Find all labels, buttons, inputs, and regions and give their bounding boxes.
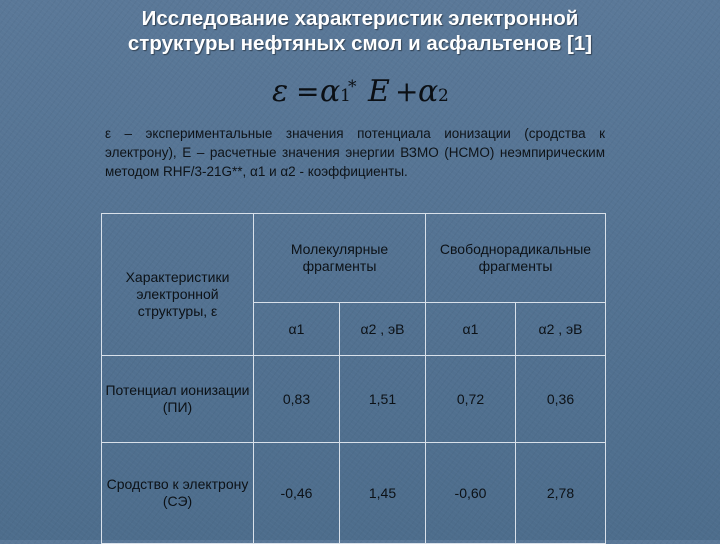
table-row [102,356,606,443]
formula-e: E [368,74,390,109]
table-cell: 0,72 [426,356,516,443]
formula-subscript-1: 1 [340,86,351,106]
data-table [101,213,606,544]
slide-title [0,6,720,56]
molecular-fragments-header: Молекулярные фрагменты [254,214,426,303]
characteristics-header: Характеристики электронной структуры, ε [102,214,254,356]
formula-equals: = [296,75,320,108]
formula-plus: + [395,75,419,108]
slide-title-line-2: структуры нефтяных смол и асфальтенов [1] [127,32,593,55]
table-cell: 1,51 [340,356,426,443]
formula-alpha-1: α [320,74,341,109]
formula-subscript-2: 2 [438,86,449,106]
row-label-electron-affinity: Сродство к электрону (СЭ) [102,443,254,544]
subheader-radical-alpha2: α2 , эВ [516,303,606,356]
formula-description: ε – экспериментальные значения потенциала ионизации (сродства к электрону), Е – расчетные значения энергии ВЗМО (НСМО) неэмпирическим методом RHF/3-21G**, α1 и α2 - коэффициенты. [105,126,605,179]
table-row [102,443,606,544]
slide-title-line-1: Исследование характеристик электронной [141,7,579,30]
table-header-row [102,214,606,303]
subheader-molecular-alpha1: α1 [254,303,340,356]
formula [270,72,470,112]
formula-alpha-2: α [418,74,439,109]
row-label-ionization-potential: Потенциал ионизации (ПИ) [102,356,254,443]
table-cell: 2,78 [516,443,606,544]
table-cell: 1,45 [340,443,426,544]
free-radical-fragments-header: Свободнорадикальные фрагменты [426,214,606,303]
subheader-molecular-alpha2: α2 , эВ [340,303,426,356]
subheader-radical-alpha1: α1 [426,303,516,356]
table-cell: -0,60 [426,443,516,544]
formula-star: * [348,77,357,97]
table-cell: -0,46 [254,443,340,544]
table-cell: 0,36 [516,356,606,443]
formula-epsilon: ε [272,74,289,109]
table-cell: 0,83 [254,356,340,443]
